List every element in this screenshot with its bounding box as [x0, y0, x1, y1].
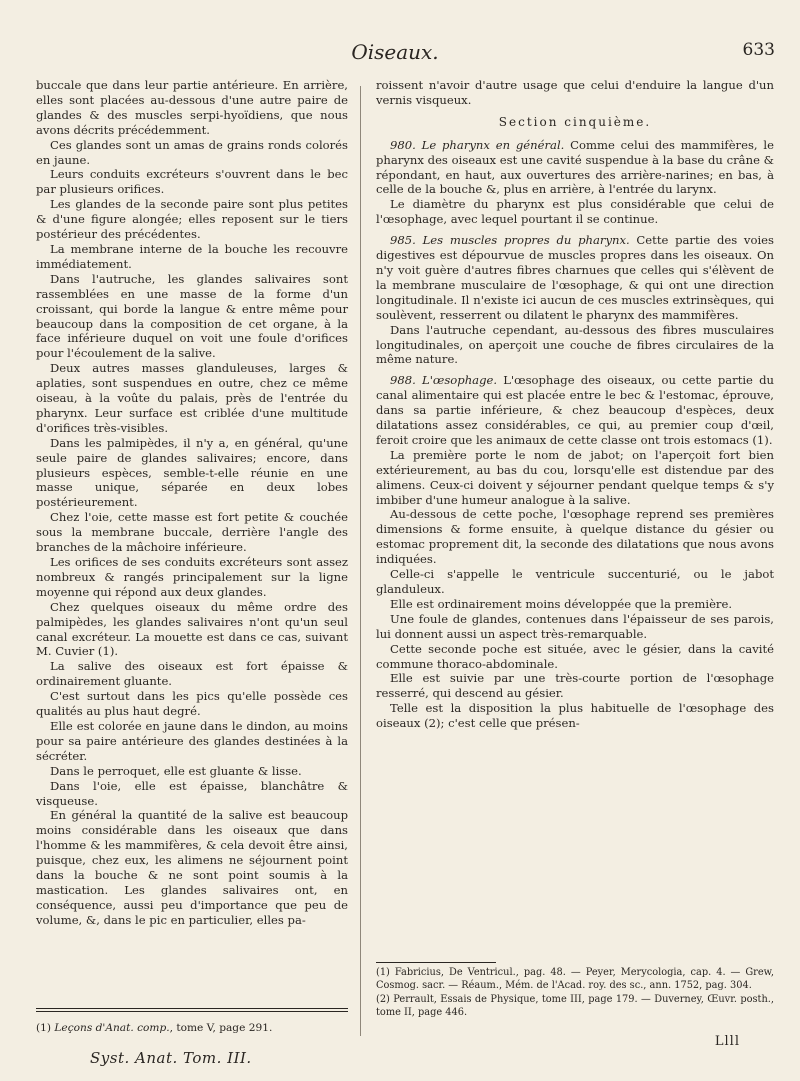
paragraph: C'est surtout dans les pics qu'elle possède ces qualités au plus haut degré.	[36, 689, 348, 719]
paragraph-985	[376, 233, 774, 322]
paragraph-980	[376, 138, 774, 198]
paragraph: Les glandes de la seconde paire sont plus petites & d'une figure alongée; elles reposent sur le tiers postérieur des précédentes.	[36, 197, 348, 242]
paragraph: Chez quelques oiseaux du même ordre des palmipèdes, les glandes salivaires n'ont qu'un seul canal excréteur. La mouette est dans ce cas, suivant M. Cuvier (1).	[36, 599, 348, 659]
footnote-text: , tome V, page 291.	[169, 1022, 273, 1034]
paragraph: Dans le perroquet, elle est gluante & lisse.	[50, 763, 302, 778]
paragraph: La membrane interne de la bouche les recouvre immédiatement.	[36, 241, 348, 271]
paragraph: Dans l'oie, elle est épaisse, blanchâtre & visqueuse.	[36, 778, 348, 808]
signature-mark: Syst. Anat. Tom. III.	[90, 1049, 252, 1067]
footnote: (2) Perrault, Essais de Physique, tome III, page 179. — Duverney, Œuvr. posth., tome II, page 446.	[376, 993, 774, 1019]
paragraph: roissent n'avoir d'autre usage que celui d'enduire la langue d'un vernis visqueux.	[376, 78, 774, 107]
paragraph	[376, 448, 774, 508]
signature-mark: Llll	[714, 1034, 740, 1049]
paragraph-text: Au-dessous de cette poche, l'œsophage reprend ses premières dimensions & forme ensuite, à quelque distance du gésier ou estomac proprement dit, la seconde des dilatations que nous avons indiquées.	[376, 507, 774, 567]
footnote-marker: (1)	[36, 1022, 52, 1034]
paragraph-text: L'œsophage des oiseaux, ou cette partie du canal alimentaire qui est placée entre le bec & l'estomac, éprouve, dans sa partie inférieure, & chez beaucoup d'espèces, deux dilatations assez considérables, ce qui, au premier coup d'œil, feroit croire que les animaux de cette classe ont trois estomacs (1).	[376, 373, 774, 447]
running-title: Oiseaux.	[351, 40, 439, 64]
paragraph-text: La première porte le nom de jabot; on l'aperçoit fort bien extérieurement, au bas du cou, lorsqu'elle est distendue par des alimens. Ceux-ci doivent y séjourner pendant quelque temps & s'y imbiber d'une humeur analogue à la salive.	[376, 447, 774, 507]
footnote-rule	[36, 1008, 348, 1009]
paragraph-text: Une foule de glandes, contenues dans l'épaisseur de ses parois, lui donnent aussi un aspect très-remarquable.	[376, 611, 774, 641]
footnote-rule	[36, 1011, 348, 1012]
paragraph-988	[376, 373, 774, 448]
paragraph-text: Le diamètre du pharynx est plus considérable que celui de l'œsophage, avec lequel pourtant il se continue.	[376, 197, 774, 227]
paragraph	[376, 671, 774, 701]
paragraph-text: Comme celui des mammifères, le pharynx des oiseaux est une cavité suspendue à la base du crâne & répondant, en haut, aux ouvertures des arrière-narines; en bas, à celle de la bouche &, plus en arrière, à l'entrée du larynx.	[376, 137, 774, 197]
paragraph	[376, 323, 774, 368]
section-heading: Section cinquième.	[498, 114, 652, 129]
paragraph-text: Celle-ci s'appelle le ventricule succenturié, ou le jabot glanduleux.	[376, 567, 774, 596]
paragraph-heading: 985. Les muscles propres du pharynx.	[390, 233, 630, 248]
paragraph	[376, 701, 774, 731]
paragraph: Dans les palmipèdes, il n'y a, en général, qu'une seule paire de glandes salivaires; encore, dans plusieurs espèces, semble-t-elle réunie en une masse unique, séparée en deux lobes postérieurement.	[36, 435, 348, 510]
paragraph: buccale que dans leur partie antérieure. En arrière, elles sont placées au-dessous d'une autre paire de glandes & des muscles serpi-hyoïdiens, que nous avons décrits précédemment.	[36, 78, 348, 137]
footnote: (1) Fabricius, De Ventricul., pag. 48. — Peyer, Merycologia, cap. 4. — Grew, Cosmog. sacr. — Réaum., Mém. de l'Acad. roy. des sc., ann. 1752, pag. 304.	[376, 967, 774, 992]
paragraph	[376, 597, 774, 612]
paragraph	[376, 567, 774, 597]
paragraph: Ces glandes sont un amas de grains ronds colorés en jaune.	[36, 137, 348, 167]
paragraph: Les orifices de ses conduits excréteurs sont assez nombreux & rangés principalement sur la ligne moyenne qui répond aux deux glandes.	[36, 555, 348, 599]
paragraph: Chez l'oie, cette masse est fort petite & couchée sous la membrane buccale, derrière l'angle des branches de la mâchoire inférieure.	[36, 510, 348, 555]
paragraph	[376, 612, 774, 642]
paragraph	[376, 197, 774, 227]
left-column	[36, 78, 348, 928]
column-divider	[360, 86, 361, 1036]
paragraph-heading: 988. L'œsophage.	[390, 373, 498, 388]
paragraph: Deux autres masses glanduleuses, larges & aplaties, sont suspendues en outre, chez ce même oiseau, à la voûte du palais, près de l'entrée du pharynx. Leur surface est criblée d'une multitude d'orifices très-visibles.	[36, 361, 348, 435]
paragraph: La salive des oiseaux est fort épaisse & ordinairement gluante.	[36, 659, 348, 689]
paragraph	[376, 642, 774, 672]
paragraph-text: Telle est la disposition la plus habituelle de l'œsophage des oiseaux (2); c'est celle que présen-	[376, 701, 774, 731]
footnote	[36, 1021, 348, 1035]
paragraph-text: Dans l'autruche cependant, au-dessous des fibres musculaires longitudinales, on aperçoit une couche de fibres circulaires de la même nature.	[376, 322, 774, 367]
footnote-title: Leçons d'Anat. comp.	[54, 1022, 170, 1034]
paragraph-heading: 980. Le pharynx en général.	[390, 137, 565, 152]
footnotes	[376, 966, 774, 1020]
paragraph: Elle est colorée en jaune dans le dindon, au moins pour sa paire antérieure des glandes destinées à la sécréter.	[36, 718, 348, 763]
paragraph: Dans l'autruche, les glandes salivaires sont rassemblées en une masse de la forme d'un croissant, qui borde la langue & entre même pour beaucoup dans la composition de cet organe, à la face inférieure duquel on voit une foule d'orifices pour l'écoulement de la salive.	[36, 271, 348, 361]
paragraph-text: Cette partie des voies digestives est dépourvue de muscles propres dans les oiseaux. On n'y voit guère d'autres fibres charnues que celles qui s'élèvent de la membrane musculaire de l'œsophage, & qui ont une direction longitudinale. Il n'existe ici aucun de ces muscles extrinsèques, qui soulèvent, resserrent ou dilatent le pharynx des mammifères.	[376, 233, 774, 322]
paragraph	[376, 507, 774, 567]
right-column	[376, 78, 774, 731]
paragraph-text: Cette seconde poche est située, avec le gésier, dans la cavité commune thoraco-abdominale.	[376, 641, 774, 671]
page-number: 633	[742, 40, 775, 60]
paragraph-text: Elle est suivie par une très-courte portion de l'œsophage resserré, qui descend au gésier.	[376, 671, 774, 701]
paragraph: Leurs conduits excréteurs s'ouvrent dans le bec par plusieurs orifices.	[36, 167, 348, 197]
footnote-rule	[376, 962, 496, 963]
paragraph: En général la quantité de la salive est beaucoup moins considérable dans les oiseaux que dans l'homme & les mammifères, & cela devoit être ainsi, puisque, chez eux, les alimens ne séjournent point dans la bouche & ne sont point soumis à la mastication. Les glandes salivaires ont, en conséquence, aussi peu d'importance que peu de volume, &, dans le pic en particulier, elles pa-	[36, 808, 348, 927]
paragraph-text: Elle est ordinairement moins développée que la première.	[390, 596, 733, 611]
